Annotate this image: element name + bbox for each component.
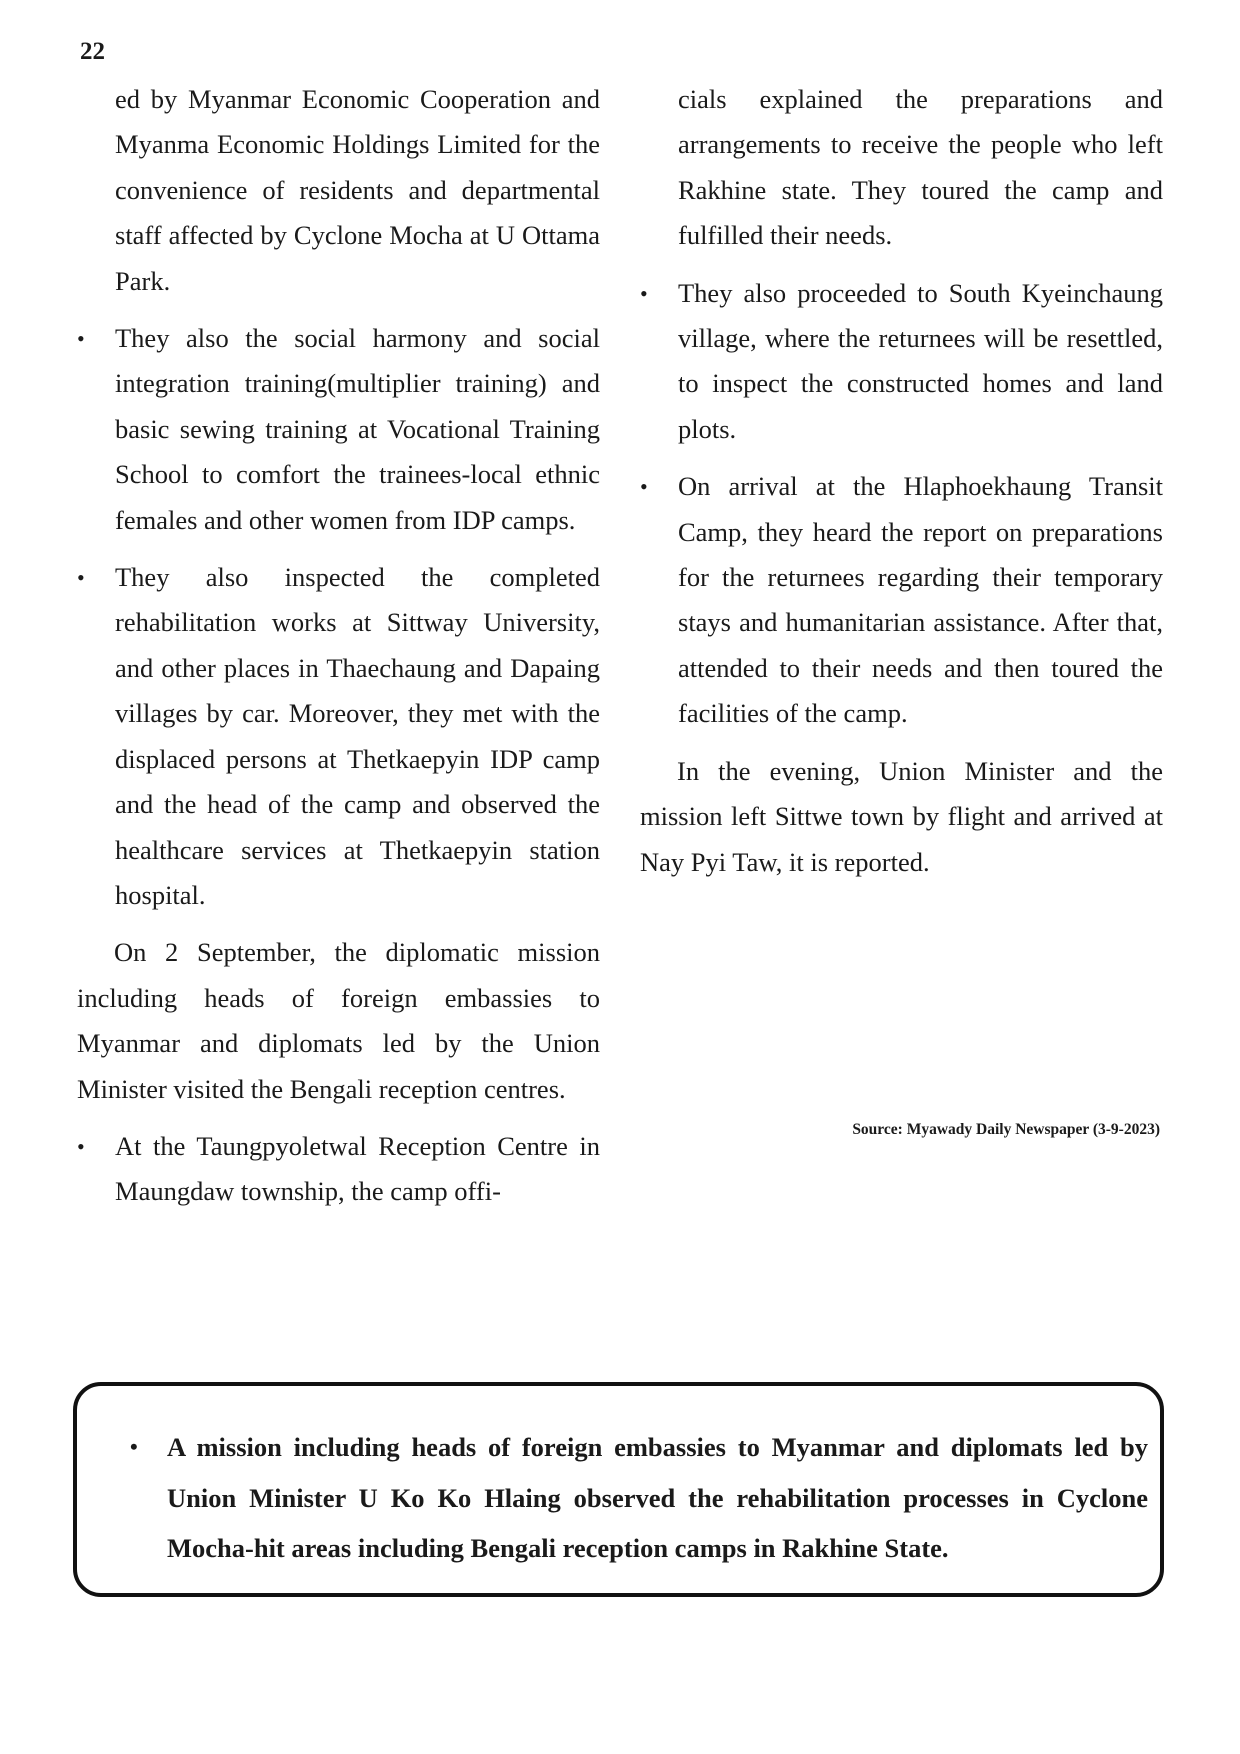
- bullet-icon: •: [640, 474, 648, 500]
- summary-box: [73, 1382, 1164, 1597]
- bullet-resettlement: [640, 271, 1163, 453]
- bullet-training: [77, 316, 600, 543]
- bullet-icon: •: [77, 326, 85, 352]
- intro-continued-paragraph: ed by Myanmar Economic Cooperation and Myanma Economic Holdings Limited for the convenience of residents and departmental staff affected by Cyclone Mocha at U Ottama Park.: [115, 84, 600, 296]
- bullet-resettlement-text: They also proceeded to South Kyeinchaung village, where the returnees will be resettled, to inspect the constructed homes and land plots.: [678, 277, 1163, 444]
- summary-text: A mission including heads of foreign embassies to Myanmar and diplomats led by Union Minister U Ko Ko Hlaing observed the rehabilitation processes in Cyclone Mocha-hit areas including Bengali reception camps in Rakhine State.: [167, 1432, 1148, 1563]
- bullet-icon: •: [77, 1133, 85, 1159]
- bullet-reception-centre: [77, 1124, 600, 1215]
- bullet-transit-camp: [640, 464, 1163, 736]
- bullet-transit-camp-text: On arrival at the Hlaphoekhaung Transit Camp, they heard the report on preparations for the returnees regarding their temporary stays and humanitarian assistance. After that, attended to their needs and then toured the facilities of the camp.: [678, 471, 1163, 729]
- bullet-inspection: [77, 555, 600, 918]
- summary-bullet: [130, 1422, 1148, 1574]
- bullet-icon: •: [77, 565, 85, 591]
- source-citation: Source: Myawady Daily Newspaper (3-9-2023): [852, 1121, 1160, 1138]
- bullet-icon: •: [640, 280, 648, 306]
- right-column: [640, 77, 1163, 885]
- page-number: 22: [80, 38, 105, 65]
- evening-paragraph: In the evening, Union Minister and the mission left Sittwe town by flight and arrived at Nay Pyi Taw, it is reported.: [640, 755, 1163, 877]
- bullet-reception-centre-text: At the Taungpyoletwal Reception Centre in Maungdaw township, the camp offi-: [115, 1130, 600, 1207]
- reception-centre-continued: cials explained the preparations and arrangements to receive the people who left Rakhine state. They toured the camp and fulfilled their needs.: [678, 84, 1163, 251]
- left-column: [77, 77, 600, 1215]
- bullet-inspection-text: They also inspected the completed rehabilitation works at Sittway University, and other places in Thaechaung and Dapaing villages by car. Moreover, they met with the displaced persons at Thetkaepyin IDP camp and the head of the camp and observed the healthcare services at Thetkaepyin station hospital.: [115, 562, 600, 910]
- september-paragraph: On 2 September, the diplomatic mission including heads of foreign embassies to Myanmar and diplomats led by the Union Minister visited the Bengali reception centres.: [77, 937, 600, 1104]
- bullet-training-text: They also the social harmony and social integration training(multiplier training) and basic sewing training at Vocational Training School to comfort the trainees-local ethnic females and other women from IDP camps.: [115, 323, 600, 535]
- bullet-icon: •: [130, 1434, 138, 1459]
